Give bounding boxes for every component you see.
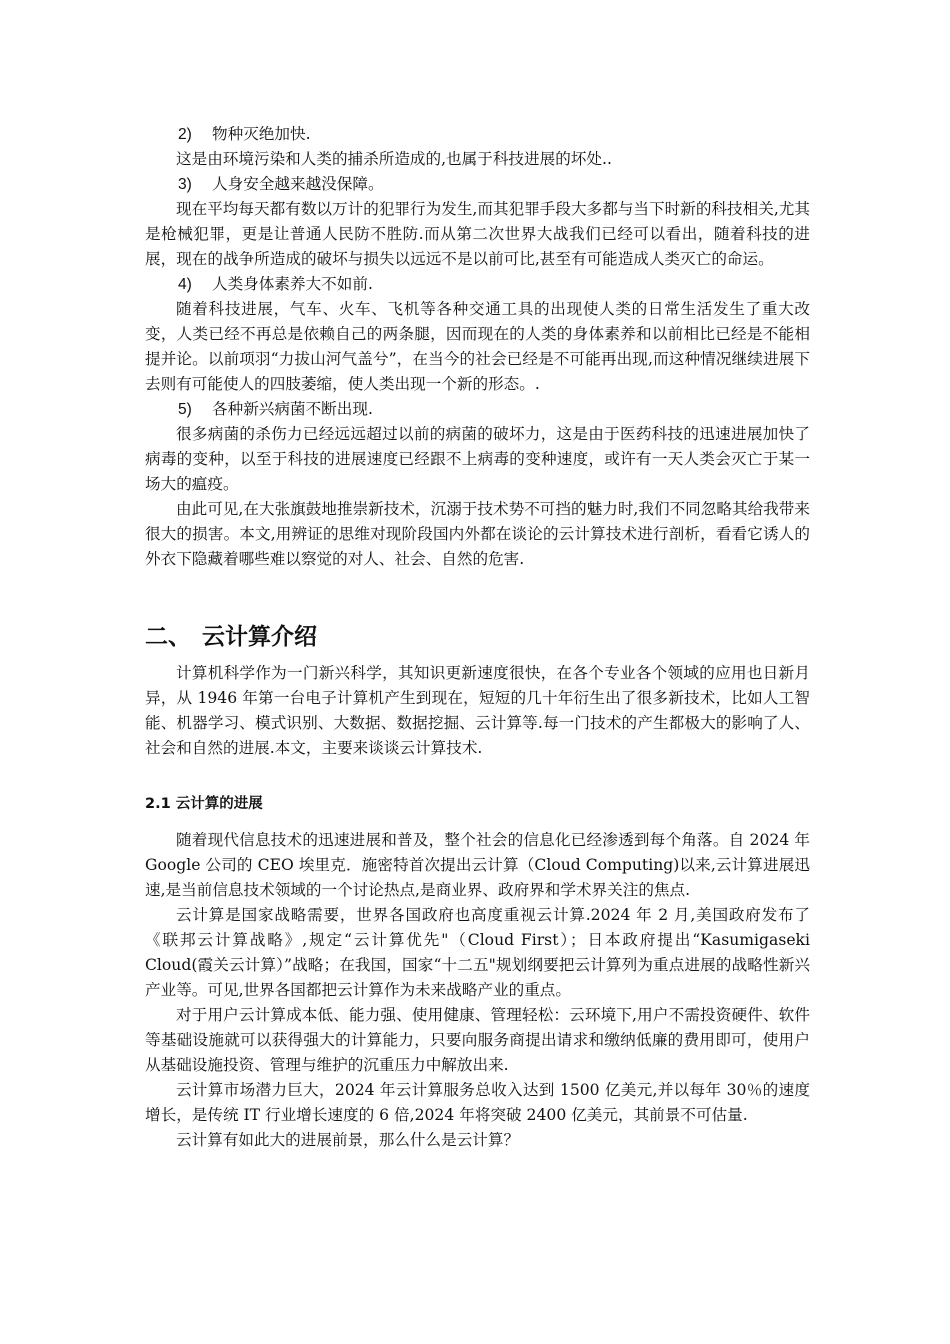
list-text: 人类身体素养大不如前. xyxy=(212,275,373,293)
subsection-heading: 2.1 云计算的进展 xyxy=(145,796,263,812)
list-item xyxy=(145,172,810,197)
section-title: 云计算介绍 xyxy=(202,624,317,650)
paragraph: 计算机科学作为一门新兴科学，其知识更新速度很快，在各个专业各个领域的应用也日新月异，从 1946 年第一台电子计算机产生到现在，短短的几十年衍生出了很多新技术，比如人工智能、机器学习、模式识别、大数据、数据挖掘、云计算等.每一门技术的产生都极大的影响了人、社会和自然的进展.本文，主要来谈谈云计算技术. xyxy=(145,664,810,757)
paragraph: 随着现代信息技术的迅速进展和普及，整个社会的信息化已经渗透到每个角落。自 2024 年 Google 公司的 CEO 埃里克．施密特首次提出云计算（Cloud Computing)以来,云计算进展迅速,是当前信息技术领域的一个讨论热点,是商业界、政府界和学术界关注的焦点. xyxy=(145,831,810,899)
paragraph: 随着科技进展，气车、火车、飞机等各种交通工具的出现使人类的日常生活发生了重大改变，人类已经不再总是依赖自己的两条腿，因而现在的人类的身体素养和以前相比已经是不能相提并论。以前项羽“力拔山河气盖兮”，在当今的社会已经是不可能再出现,而这种情况继续进展下去则有可能使人的四肢萎缩，使人类出现一个新的形态。. xyxy=(145,300,810,393)
list-text: 各种新兴病菌不断出现. xyxy=(212,400,373,418)
list-number: 4) xyxy=(178,276,192,293)
list-number: 2) xyxy=(178,126,192,143)
list-text: 物种灭绝加快. xyxy=(212,125,311,143)
paragraph: 对于用户云计算成本低、能力强、使用健康、管理轻松：云环境下,用户不需投资硬件、软件等基础设施就可以获得强大的计算能力，只要向服务商提出请求和缴纳低廉的费用即可，使用户从基础设施投资、管理与维护的沉重压力中解放出来. xyxy=(145,1006,810,1074)
paragraph: 由此可见,在大张旗鼓地推崇新技术，沉溺于技术势不可挡的魅力时,我们不同忽略其给我带来很大的损害。本文,用辨证的思维对现阶段国内外都在谈论的云计算技术进行剖析，看看它诱人的外衣下隐藏着哪些难以察觉的对人、社会、自然的危害. xyxy=(145,500,810,568)
list-item xyxy=(145,397,810,422)
list-number: 5) xyxy=(178,401,192,418)
section-number: 二、 xyxy=(145,624,191,650)
list-text: 人身安全越来越没保障。 xyxy=(212,175,384,193)
list-number: 3) xyxy=(178,176,192,193)
paragraph: 现在平均每天都有数以万计的犯罪行为发生,而其犯罪手段大多都与当下时新的科技相关,尤其是枪械犯罪，更是让普通人民防不胜防.而从第二次世界大战我们已经可以看出，随着科技的进展，现在的战争所造成的破坏与损失以远远不是以前可比,甚至有可能造成人类灭亡的命运。 xyxy=(145,200,810,268)
list-item xyxy=(145,272,810,297)
paragraph: 云计算市场潜力巨大，2024 年云计算服务总收入达到 1500 亿美元,并以每年 30％的速度增长，是传统 IT 行业增长速度的 6 倍,2024 年将突破 2400 亿美元，其前景不可估量. xyxy=(145,1081,810,1124)
paragraph: 很多病菌的杀伤力已经远远超过以前的病菌的破坏力，这是由于医药科技的迅速进展加快了病毒的变种，以至于科技的进展速度已经跟不上病毒的变种速度，或许有一天人类会灭亡于某一场大的瘟疫。 xyxy=(145,425,810,493)
paragraph: 这是由环境污染和人类的捕杀所造成的,也属于科技进展的坏处.. xyxy=(176,150,612,168)
paragraph: 云计算有如此大的进展前景，那么什么是云计算？ xyxy=(176,1131,520,1149)
section-heading xyxy=(145,622,810,652)
paragraph: 云计算是国家战略需要，世界各国政府也高度重视云计算.2024 年 2 月,美国政府发布了《联邦云计算战略》,规定“云计算优先"（Cloud First）；日本政府提出“Kasumigaseki Cloud(霞关云计算）”战略；在我国，国家“十二五"规划纲要把云计算列为重点进展的战略性新兴产业等。可见,世界各国都把云计算作为未来战略产业的重点。 xyxy=(145,906,810,999)
list-item xyxy=(145,122,810,147)
document-body xyxy=(145,122,810,1153)
